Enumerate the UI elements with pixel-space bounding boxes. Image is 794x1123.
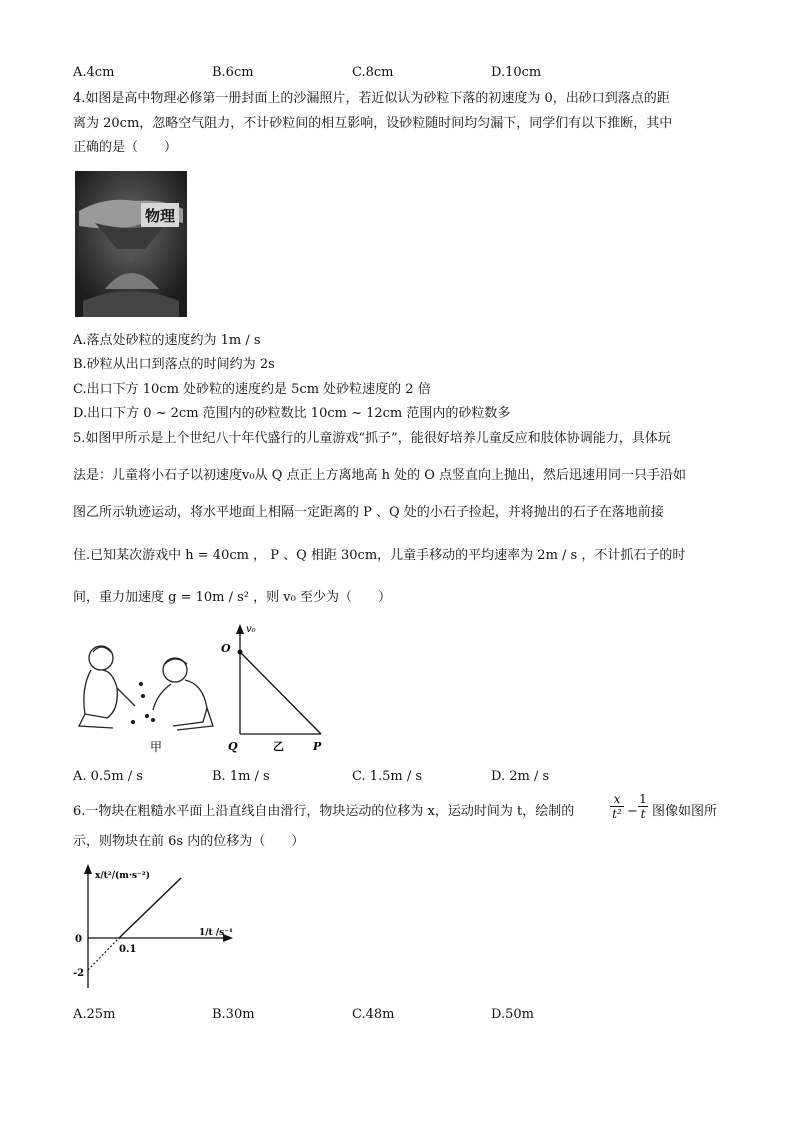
q4-stem-line1: 4.如图是高中物理必修第一册封面上的沙漏照片，若近似认为砂粒下落的初速度为 0，出砂口到落点的距 bbox=[73, 91, 670, 106]
fig-p-label: P bbox=[313, 740, 322, 753]
q4-option-c: C.出口下方 10cm 处砂粒的速度约是 5cm 处砂粒速度的 2 倍 bbox=[73, 382, 431, 397]
q6-stem-line1-end: 图像如图所 bbox=[652, 804, 718, 819]
q5-option-b: B. 1m / s bbox=[212, 769, 270, 784]
cover-title: 物理 bbox=[144, 207, 176, 225]
q3-option-c: C.8cm bbox=[352, 65, 394, 80]
graph-zero-label: 0 bbox=[75, 934, 82, 945]
q4-stem-line2: 离为 20cm，忽略空气阻力，不计砂粒间的相互影响，设砂粒随时间均匀漏下，同学们有以下推断，其中 bbox=[73, 116, 673, 131]
q3-option-b: B.6cm bbox=[212, 65, 254, 80]
q5-stem-line4: 住.已知某次游戏中 h = 40cm ， P 、Q 相距 30cm，儿童手移动的平均速率为 2m / s ，不计抓石子的时 bbox=[73, 548, 686, 563]
children-illustration bbox=[79, 646, 213, 730]
data-line bbox=[119, 878, 181, 938]
fig-label-yi: 乙 bbox=[273, 740, 284, 753]
q4-stem-line3: 正确的是（ ） bbox=[73, 140, 178, 155]
q4-option-d: D.出口下方 0 ~ 2cm 范围内的砂粒数比 10cm ~ 12cm 范围内的砂粒数多 bbox=[73, 406, 511, 421]
q6-minus-sign: − bbox=[627, 804, 638, 819]
fig-label-jia: 甲 bbox=[149, 740, 163, 754]
q6-option-b: B.30m bbox=[212, 1007, 255, 1022]
trajectory-line bbox=[240, 652, 321, 734]
graph-tick-0.1: 0.1 bbox=[119, 944, 137, 955]
arrow-up-icon bbox=[236, 624, 244, 634]
q6-stem-line2: 示，则物块在前 6s 内的位移为（ ） bbox=[73, 834, 305, 849]
q4-option-b: B.砂粒从出口到落点的时间约为 2s bbox=[73, 357, 275, 372]
q6-option-d: D.50m bbox=[491, 1007, 534, 1022]
frac2-denominator: t bbox=[638, 806, 648, 822]
q5-stem-line1: 5.如图甲所示是上个世纪八十年代盛行的儿童游戏“抓子”，能很好培养儿童反应和肢体协调能力，具体玩 bbox=[73, 431, 671, 446]
extrapolated-dashed-line bbox=[88, 938, 119, 970]
q5-option-a: A. 0.5m / s bbox=[73, 769, 143, 784]
fig-o-label: O bbox=[221, 642, 231, 655]
q5-option-c: C. 1.5m / s bbox=[352, 769, 423, 784]
q5-stem-line3: 图乙所示轨迹运动，将水平地面上相隔一定距离的 P 、Q 处的小石子捡起，并将抛出的石子在落地前接 bbox=[73, 505, 664, 520]
hourglass-cover-photo bbox=[75, 171, 187, 317]
graph-y-label: x/t²/(m·s⁻²) bbox=[95, 871, 150, 881]
q5-stem-line5: 间，重力加速度 g = 10m / s² ，则 v₀ 至少为（ ） bbox=[73, 590, 391, 605]
y-axis-arrow-icon bbox=[84, 864, 92, 874]
frac1-denominator: t² bbox=[610, 806, 624, 822]
graph-x-label: 1/t /s⁻¹ bbox=[199, 928, 233, 938]
q6-graph bbox=[73, 860, 243, 994]
q4-option-a: A.落点处砂粒的速度约为 1m / s bbox=[73, 333, 261, 348]
q3-option-a: A.4cm bbox=[73, 65, 115, 80]
fig-v0-label: v₀ bbox=[246, 624, 256, 635]
q6-stem-line1: 6.一物块在粗糙水平面上沿直线自由滑行，物块运动的位移为 x，运动时间为 t，绘制的 bbox=[73, 804, 575, 819]
q6-option-a: A.25m bbox=[73, 1007, 116, 1022]
q5-figure bbox=[73, 618, 333, 760]
q6-fraction-x-over-t2 bbox=[610, 792, 624, 822]
q6-fraction-1-over-t bbox=[638, 792, 648, 822]
q3-option-d: D.10cm bbox=[491, 65, 542, 80]
graph-neg2-label: -2 bbox=[73, 968, 85, 979]
frac2-numerator: 1 bbox=[639, 792, 647, 806]
q5-option-d: D. 2m / s bbox=[491, 769, 550, 784]
q5-stem-line2: 法是：儿童将小石子以初速度v₀从 Q 点正上方离地高 h 处的 O 点竖直向上抛出，然后迅速用同一只手沿如 bbox=[73, 468, 687, 483]
fig-q-label: Q bbox=[228, 740, 238, 753]
q6-option-c: C.48m bbox=[352, 1007, 395, 1022]
frac1-numerator: x bbox=[613, 792, 621, 806]
